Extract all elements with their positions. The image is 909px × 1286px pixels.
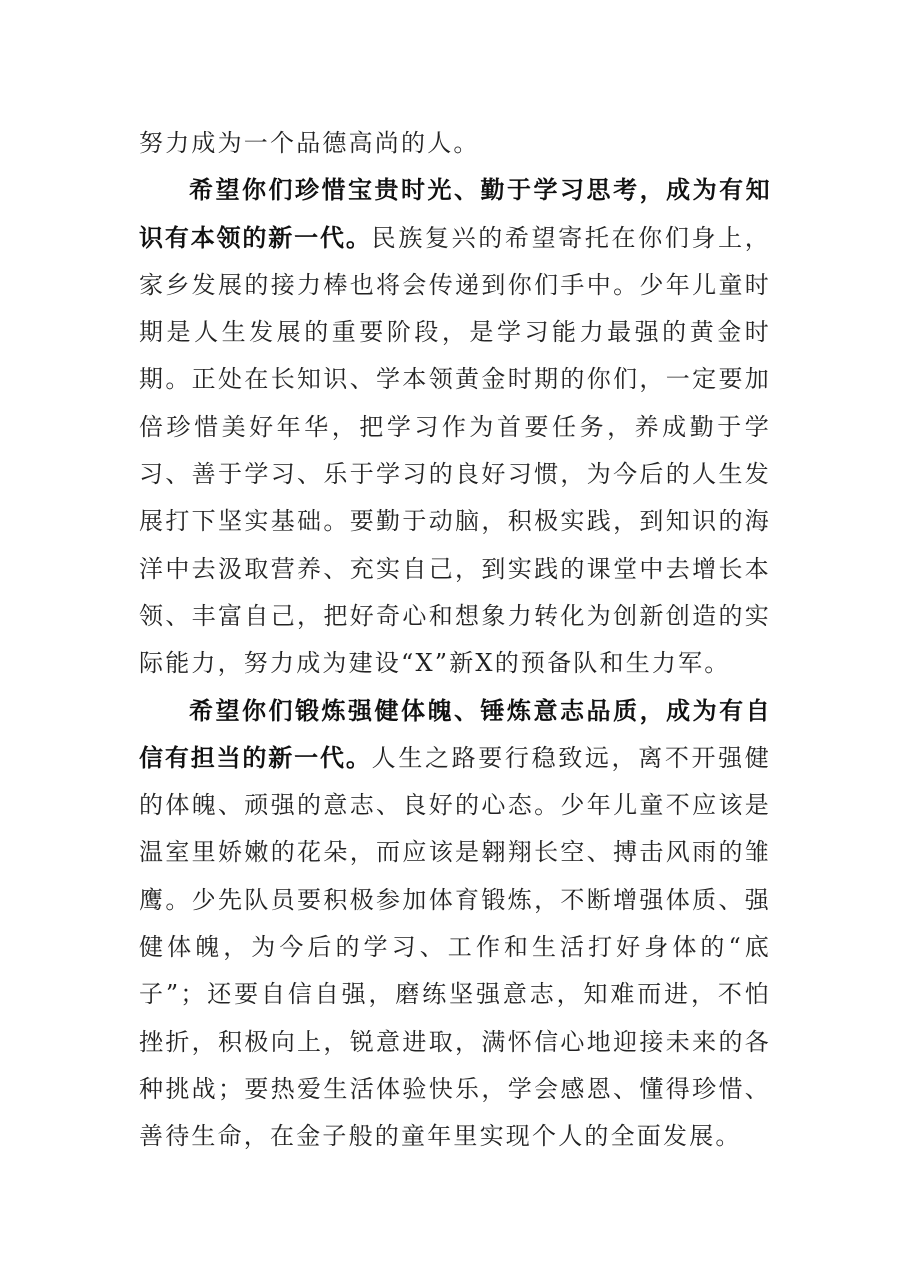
document-body (139, 120, 771, 1161)
paragraph-lead-heading: 希望你们珍惜宝贵时光、勤于学习思考，成为有知识有本领的新一代。 (139, 176, 771, 252)
paragraph-lead-heading: 希望你们锻炼强健体魄、锤炼意志品质，成为有自信有担当的新一代。 (139, 696, 771, 772)
paragraph-body: 人生之路要行稳致远，离不开强健的体魄、顽强的意志、良好的心态。少年儿童不应该是温室里娇嫩的花朵，而应该是翱翔长空、搏击风雨的雏鹰。少先队员要积极参加体育锻炼，不断增强体质、强健体魄，为今后的学习、工作和生活打好身体的“底子”；还要自信自强，磨练坚强意志，知难而进，不怕挫折，积极向上，锐意进取，满怀信心地迎接未来的各种挑战；要热爱生活体验快乐，学会感恩、懂得珍惜、善待生命，在金子般的童年里实现个人的全面发展。 (139, 743, 771, 1151)
paragraph-continuation (139, 120, 771, 167)
paragraph-confidence (139, 688, 771, 1161)
paragraph-knowledge (139, 167, 771, 687)
paragraph-body: 民族复兴的希望寄托在你们身上，家乡发展的接力棒也将会传递到你们手中。少年儿童时期是人生发展的重要阶段，是学习能力最强的黄金时期。正处在长知识、学本领黄金时期的你们，一定要加倍珍惜美好年华，把学习作为首要任务，养成勤于学习、善于学习、乐于学习的良好习惯，为今后的人生发展打下坚实基础。要勤于动脑，积极实践，到知识的海洋中去汲取营养、充实自己，到实践的课堂中去增长本领、丰富自己，把好奇心和想象力转化为创新创造的实际能力，努力成为建设“X”新X的预备队和生力军。 (139, 223, 771, 678)
paragraph-body: 努力成为一个品德高尚的人。 (139, 129, 480, 157)
